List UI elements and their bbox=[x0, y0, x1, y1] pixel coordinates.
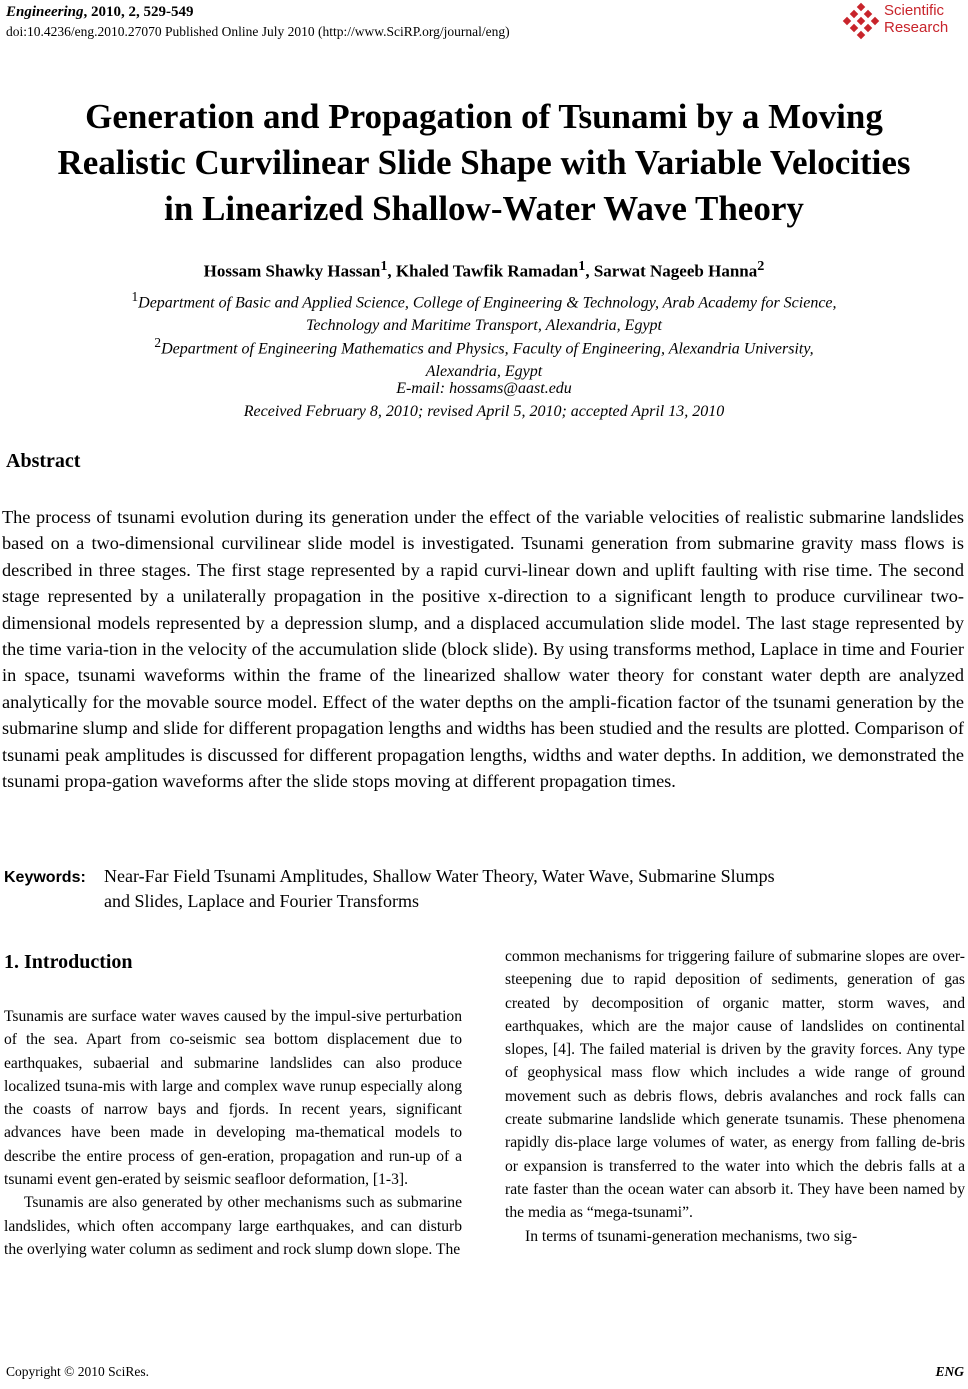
affiliation-1 bbox=[0, 285, 968, 337]
scientific-research-logo bbox=[842, 0, 964, 44]
received-dates bbox=[0, 400, 968, 423]
keywords-block bbox=[4, 864, 775, 911]
logo-text bbox=[884, 2, 948, 36]
journal-citation bbox=[6, 2, 606, 22]
author-1: Hossam Shawky Hassan bbox=[203, 261, 381, 281]
journal-header bbox=[6, 2, 606, 42]
abstract-heading: Abstract bbox=[6, 450, 81, 472]
journal-name: Engineering bbox=[6, 4, 84, 20]
keywords-line-1: Near-Far Field Tsunami Amplitudes, Shallow Water Theory, Water Wave, Submarine Slumps bbox=[104, 866, 775, 886]
affiliation-1-marker: 1 bbox=[131, 289, 139, 304]
abstract-body: The process of tsunami evolution during its generation under the effect of the variable velocities of realistic submarine landslides based on a two-dimensional curvilinear slide model is investigated. Tsunami generation from submarine gravity mass flows is described in three stages. The first stage represented by a rapid curvi-linear down and uplift faulting with rise time. The second stage represented by a unilaterally propagation in the positive x-direction to a significant length to produce curvilinear two-dimensional models represented by a depression slump, and a displaced accumulation slide model. The last stage represented by the time varia-tion in the velocity of the accumulation slide (block slide). By using transforms method, Laplace in time and Fourier in space, tsunami waveforms within the frame of the linearized shallow water theory for constant water depth are analyzed analytically for the movable source model. Effect of the water depths on the ampli-fication factor of the tsunami generation by the submarine slump and slide for different propagation lengths and widths has been studied and the results are plotted. Comparison of tsunami peak amplitudes is discussed for different propagation lengths, widths and water depths. In addition, we demonstrated the tsunami propa-gation waveforms after the slide stops moving at different propagation times. bbox=[2, 507, 964, 792]
author-2: , Khaled Tawfik Ramadan bbox=[387, 261, 579, 281]
affiliation-1-line-2: Technology and Maritime Transport, Alexandria, Egypt bbox=[306, 317, 662, 335]
logo-mark-icon bbox=[842, 2, 882, 42]
right-column bbox=[505, 945, 965, 1248]
doi-line[interactable]: doi:10.4236/eng.2010.27070 Published Online July 2010 (http://www.SciRP.org/journal/eng) bbox=[6, 24, 510, 39]
intro-paragraph-2: Tsunamis are also generated by other mechanisms such as submarine landslides, which often accompany large earthquakes, and can disturb the overlying water column as sediment and rock slump down slope. The bbox=[4, 1194, 462, 1258]
intro-paragraph-4: In terms of tsunami-generation mechanisms, two sig- bbox=[525, 1227, 858, 1245]
title-line-2: Realistic Curvilinear Slide Shape with Variable Velocities bbox=[57, 143, 911, 182]
title-line-3: in Linearized Shallow-Water Wave Theory bbox=[164, 189, 804, 228]
intro-paragraph-1: Tsunamis are surface water waves caused by the impul-sive perturbation of the sea. Apart from co-seismic sea bottom displacement due to earthquakes, subaerial and submarine landslides can also produce localized tsuna-mis with large and complex wave runup especially along the coasts of narrow bays and fjords. In recent years, significant advances have been made in developing ma-thematical models to describe the entire process of gen-eration, propagation and run-up of a tsunami event gen-erated by seismic seafloor deformation, [1-3]. bbox=[4, 1008, 462, 1189]
keywords-label: Keywords: bbox=[4, 869, 86, 886]
keywords-text bbox=[104, 864, 964, 914]
email-address[interactable]: E-mail: hossams@aast.edu bbox=[396, 380, 572, 397]
author-3: , Sarwat Nageeb Hanna bbox=[585, 261, 758, 281]
affiliation-2-line-1: Department of Engineering Mathematics and Physics, Faculty of Engineering, Alexandria University, bbox=[161, 340, 814, 358]
author-2-affil: 1 bbox=[578, 258, 586, 274]
copyright-notice: Copyright © 2010 SciRes. bbox=[6, 1364, 150, 1379]
received-dates-text: Received February 8, 2010; revised April 5, 2010; accepted April 13, 2010 bbox=[243, 403, 725, 420]
email-line[interactable] bbox=[0, 377, 968, 400]
journal-volume-pages: , 2010, 2, 529-549 bbox=[83, 4, 194, 20]
left-column bbox=[4, 1005, 462, 1261]
paper-title bbox=[0, 94, 968, 232]
affiliation-2-marker: 2 bbox=[154, 335, 162, 350]
logo-line-2: Research bbox=[884, 19, 949, 36]
keywords-line-2: and Slides, Laplace and Fourier Transforms bbox=[104, 891, 419, 911]
section-heading-introduction: 1. Introduction bbox=[4, 951, 133, 973]
author-3-affil: 2 bbox=[757, 258, 765, 274]
affiliation-2-line-2: Alexandria, Egypt bbox=[425, 363, 543, 381]
affiliation-2 bbox=[0, 331, 968, 383]
intro-paragraph-3: common mechanisms for triggering failure of submarine slopes are over-steepening due to rapid deposition of sediments, generation of gas created by decomposition of organic matter, storm waves, and earthquakes, which are the major cause of landslides on continental slopes, [4]. The failed material is driven by the gravity forces. Any type of geophysical mass flow which includes a wide range of ground movement such as debris flows, debris avalanches and rock falls can create submarine landslide which generate tsunamis. These phenomena rapidly dis-place large volumes of water, as energy from falling de-bris or expansion is transferred to the water into which the debris falls at a rate faster than the ocean water can absorb it. They have been named by the media as “mega-tsunami”. bbox=[505, 948, 965, 1222]
title-line-1: Generation and Propagation of Tsunami by a Moving bbox=[85, 97, 883, 136]
author-1-affil: 1 bbox=[380, 258, 388, 274]
affiliation-1-line-1: Department of Basic and Applied Science, College of Engineering & Technology, Arab Academy for Science, bbox=[138, 294, 837, 312]
author-list bbox=[0, 258, 968, 282]
logo-line-1: Scientific bbox=[884, 2, 945, 19]
journal-abbrev: ENG bbox=[935, 1364, 964, 1379]
